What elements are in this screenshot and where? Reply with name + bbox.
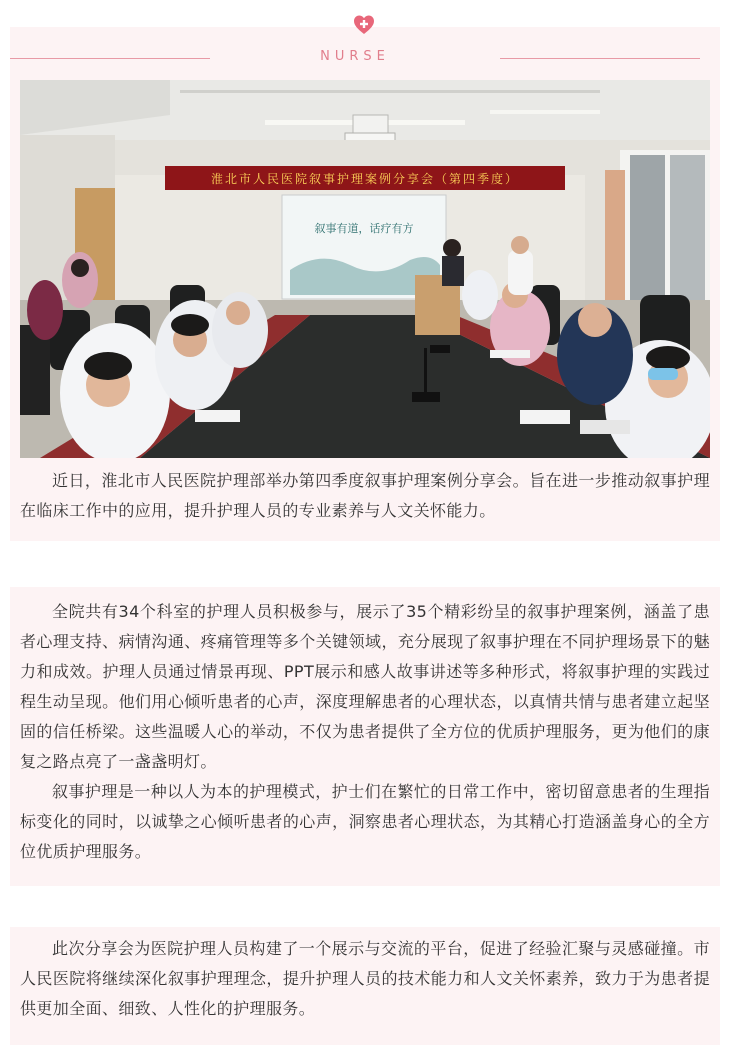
paragraph-1: 近日，淮北市人民医院护理部举办第四季度叙事护理案例分享会。旨在进一步推动叙事护理在临床工作中的应用，提升护理人员的专业素养与人文关怀能力。: [20, 471, 710, 520]
banner-text: 淮北市人民医院叙事护理案例分享会（第四季度）: [210, 172, 520, 186]
paragraph-4: 此次分享会为医院护理人员构建了一个展示与交流的平台，促进了经验汇聚与灵感碰撞。市人民医院将继续深化叙事护理理念，提升护理人员的技术能力和人文关怀素养，致力于为患者提供更加全面、细致、人性化的护理服务。: [20, 939, 710, 1018]
paragraph-3: 叙事护理是一种以人为本的护理模式，护士们在繁忙的日常工作中，密切留意患者的生理指标变化的同时，以诚挚之心倾听患者的心声，洞察患者心理状态，为其精心打造涵盖身心的全方位优质护理服务。: [20, 782, 710, 861]
closing-paragraph: [20, 934, 710, 1024]
section-header: [10, 44, 700, 74]
body-paragraphs: [20, 597, 710, 867]
header-divider-left: [10, 58, 210, 59]
header-label: NURSE: [320, 49, 390, 64]
paragraph-2: 全院共有34个科室的护理人员积极参与，展示了35个精彩纷呈的叙事护理案例，涵盖了患者心理支持、病情沟通、疼痛管理等多个关键领域，充分展现了叙事护理在不同护理场景下的魅力和成效。护理人员通过情景再现、PPT展示和感人故事讲述等多种形式，将叙事护理的实践过程生动呈现。他们用心倾听患者的心声，深度理解患者的心理状态，以真情共情与患者建立起坚固的信任桥梁。这些温暖人心的举动，不仅为患者提供了全方位的优质护理服务，更为他们的康复之路点亮了一盏盏明灯。: [20, 602, 710, 771]
header-divider-right: [500, 58, 700, 59]
heart-plus-icon: [353, 14, 375, 36]
screen-text: 叙事有道，话疗有方: [314, 222, 414, 235]
meeting-photo: [20, 80, 710, 458]
intro-paragraph: [20, 466, 710, 526]
